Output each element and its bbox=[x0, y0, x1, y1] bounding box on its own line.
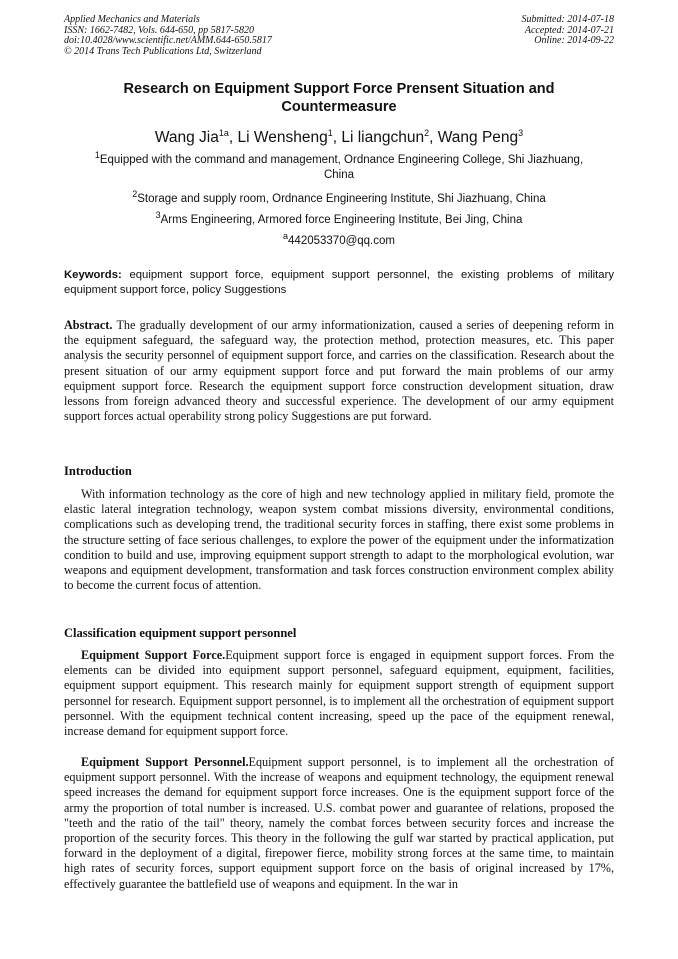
paragraph-run-in-heading: Equipment Support Personnel. bbox=[81, 755, 249, 769]
abstract bbox=[64, 318, 614, 424]
keywords-label: Keywords: bbox=[64, 269, 122, 281]
paper-title: Research on Equipment Support Force Prensent Situation and Countermeasure bbox=[123, 81, 555, 115]
paragraph-text: Equipment support force is engaged in equipment support forces. From the elements can be divided into equipment support personnel, safeguard equipment, equipment, facilities, equipment support equipment. This research mainly for equipment support strength of equipment support personnel for research. Equipment support personnel, is to implement all the orchestration of equipment support personnel. With the equipment technical content increasing, speed up the pace of the equipment renewal, increase demand for equipment support force. bbox=[64, 648, 615, 739]
abstract-text: The gradually development of our army informationization, caused a series of deepening reform in the equipment safeguard, the safeguard way, the protection method, protection measures, etc. This paper analysis the security personnel of equipment support force, and carries on the classification. Research about the present situation of our army equipment support force and put forward the main problems of our army equipment support force. Research the equipment support force construction development situation, draw lessons from foreign advanced theory and successful experience. The development of our army equipment support forces actual operability strong policy Suggestions are put forward. bbox=[64, 318, 614, 424]
email-sup: a bbox=[283, 231, 289, 242]
introduction-paragraph: With information technology as the core of high and new technology applied in military field, promote the elastic lateral integration technology, weapon system combat missions diversity, environmental conditions, complications such as developing trend, the traditional security forces in staffing, there exist some problems in the structure setting of face serious challenges, to explore the power of the equipment under the informatization condition to build and use, improving equipment support strength to adapt to the morphological evolution, war weapons and equipment development, transformation and task forces construction environment complex ability to become the current focus of attention. bbox=[64, 487, 614, 593]
introduction-heading: Introduction bbox=[64, 464, 132, 478]
classification-heading: Classification equipment support personnel bbox=[64, 626, 297, 640]
author-sup: 2 bbox=[424, 127, 430, 138]
author-name: Wang Peng bbox=[437, 129, 519, 146]
submitted-date: Submitted: 2014-07-18 bbox=[521, 14, 614, 25]
paragraph-text: Equipment support personnel, is to implement all the orchestration of equipment support personnel. With the increase of weapons and equipment technology, the equipment renewal speed increases the demand for equipment support force increases. One is the equipment support force of the army the proportion of total number is increased. U.S. combat power and guarantee of relations, proposed the "teeth and the ratio of the tail" theory, namely the combat forces between security forces and increase the proportion of the security forces. This theory in the following the gulf war started by practical application, put forward in the deployment of a digital, firepower fierce, mobility strong forces at the same time, to maintain high rates of security forces, support equipment support force on the basis of original increased by 17%, effectively guarantee the battlefield use of weapons and equipment. In the war in bbox=[64, 755, 614, 891]
affiliation-text: Equipped with the command and management, Ordnance Engineering College, Shi Jiazhuang, China bbox=[99, 154, 584, 181]
affiliation-1 bbox=[64, 150, 614, 183]
affiliation-3 bbox=[64, 210, 614, 228]
author-list: Wang Jia$^{1a}$, Li Wensheng$^1$, Li liangchun$^2$, Wang Peng$^3$ bbox=[154, 127, 524, 146]
author-email bbox=[64, 231, 614, 249]
equipment-support-force-paragraph bbox=[64, 648, 614, 739]
journal-name: Applied Mechanics and Materials bbox=[64, 14, 200, 25]
doi-line: doi:10.4028/www.scientific.net/AMM.644-650.5817 bbox=[64, 35, 272, 47]
affiliation-text: Storage and supply room, Ordnance Engineering Institute, Shi Jiazhuang, China bbox=[137, 193, 546, 205]
accepted-date: Accepted: 2014-07-21 bbox=[524, 24, 614, 36]
equipment-support-personnel-paragraph bbox=[64, 755, 614, 892]
abstract-label: Abstract. bbox=[64, 318, 113, 332]
keywords-text: equipment support force, equipment support personnel, the existing problems of military equipment support force, policy Suggestions bbox=[64, 269, 614, 296]
affiliation-sup: 1 bbox=[94, 150, 100, 161]
issn-line: ISSN: 1662-7482, Vols. 644-650, pp 5817-5820 bbox=[64, 24, 254, 36]
affiliation-sup: 3 bbox=[155, 210, 161, 221]
author-sup: 3 bbox=[518, 127, 524, 138]
affiliation-2 bbox=[64, 189, 614, 207]
author-name: Li Wensheng bbox=[237, 129, 328, 146]
online-date: Online: 2014-09-22 bbox=[534, 35, 614, 47]
affiliation-text: Arms Engineering, Armored force Engineering Institute, Bei Jing, China bbox=[160, 214, 523, 226]
author-name: Wang Jia bbox=[154, 129, 219, 146]
paragraph-run-in-heading: Equipment Support Force. bbox=[81, 648, 226, 662]
dates-header bbox=[522, 15, 615, 47]
affiliation-sup: 2 bbox=[132, 189, 138, 200]
author-name: Li liangchun bbox=[341, 129, 425, 146]
author-sup: 1a bbox=[218, 127, 229, 138]
email-text: 442053370@qq.com bbox=[288, 235, 395, 247]
keywords bbox=[64, 268, 614, 298]
journal-header bbox=[64, 15, 272, 57]
author-sup: 1 bbox=[327, 127, 333, 138]
copyright-line: © 2014 Trans Tech Publications Ltd, Switzerland bbox=[64, 45, 262, 57]
